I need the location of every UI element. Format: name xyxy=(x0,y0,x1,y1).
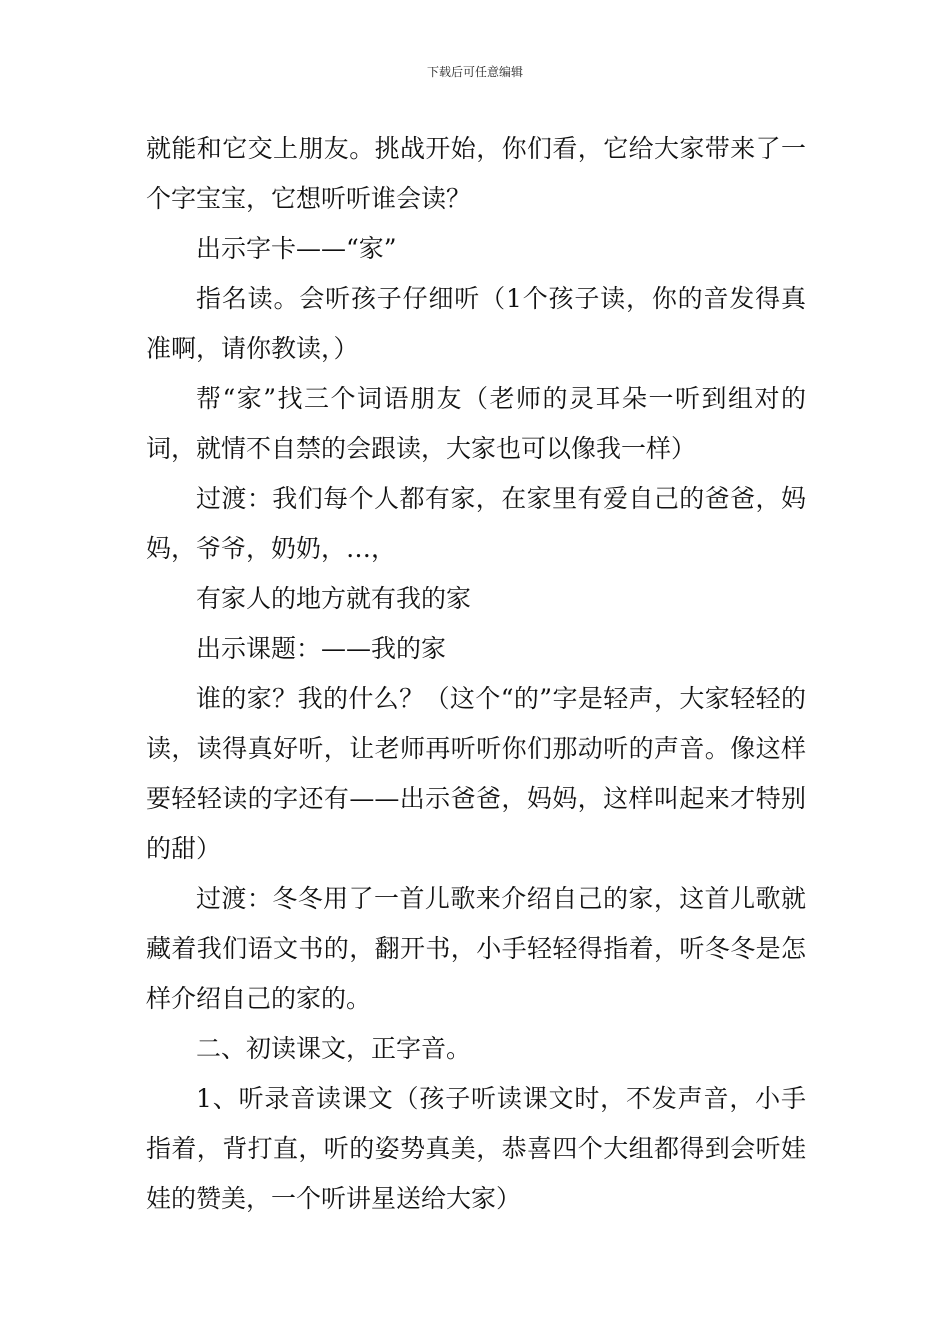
paragraph-3: 指名读。会听孩子仔细听（1个孩子读，你的音发得真准啊，请你教读，） xyxy=(146,284,806,363)
paragraph-9: 过渡：冬冬用了一首儿歌来介绍自己的家，这首儿歌就藏着我们语文书的，翻开书，小手轻轻得指着，听冬冬是怎样介绍自己的家的。 xyxy=(146,884,806,1013)
paragraph-10: 二、初读课文，正字音。 xyxy=(196,1034,472,1063)
paragraph-4: 帮“家”找三个词语朋友（老师的灵耳朵一听到组对的词，就情不自禁的会跟读，大家也可以像我一样） xyxy=(146,384,806,463)
page-header: 下载后可任意编辑 xyxy=(426,65,523,79)
document-body xyxy=(146,124,806,1224)
paragraph-5: 过渡：我们每个人都有家，在家里有爱自己的爸爸，妈妈，爷爷，奶奶，…， xyxy=(146,484,806,563)
paragraph-8: 谁的家？我的什么？（这个“的”字是轻声，大家轻轻的读，读得真好听，让老师再听听你们那动听的声音。像这样要轻轻读的字还有——出示爸爸，妈妈，这样叫起来才特别的甜） xyxy=(146,684,806,863)
paragraph-6: 有家人的地方就有我的家 xyxy=(196,584,472,613)
paragraph-11: 1、听录音读课文（孩子听读课文时，不发声音，小手指着，背打直，听的姿势真美，恭喜四个大组都得到会听娃娃的赞美，一个听讲星送给大家） xyxy=(146,1084,806,1213)
paragraph-2: 出示字卡——“家” xyxy=(196,234,397,263)
paragraph-7: 出示课题：——我的家 xyxy=(196,634,447,663)
paragraph-1: 就能和它交上朋友。挑战开始，你们看，它给大家带来了一个字宝宝，它想听听谁会读？ xyxy=(146,134,806,213)
